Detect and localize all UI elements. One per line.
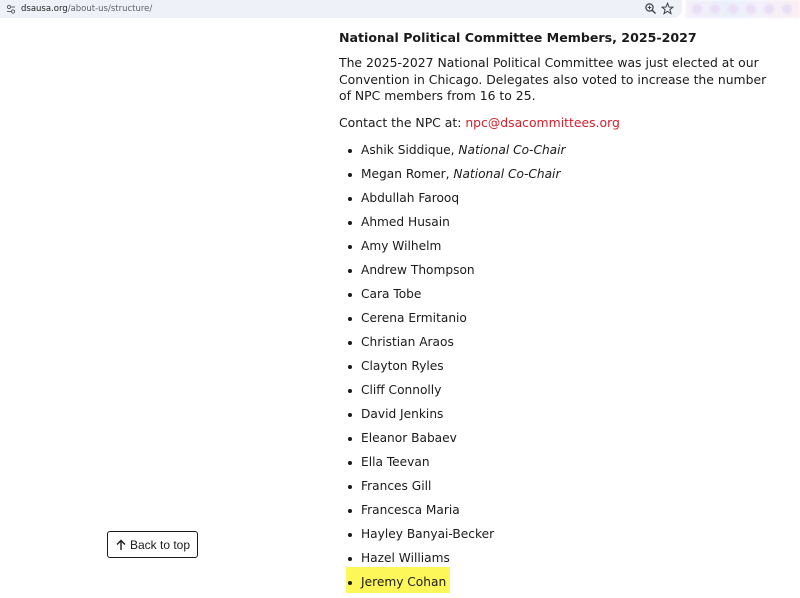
bullet-icon bbox=[348, 581, 352, 585]
bullet-icon bbox=[348, 341, 352, 345]
bullet-icon bbox=[348, 413, 352, 417]
bullet-icon bbox=[348, 317, 352, 321]
member-name-text: Amy Wilhelm bbox=[361, 239, 442, 253]
member-name bbox=[361, 406, 443, 422]
member-name-text: Frances Gill bbox=[361, 479, 432, 493]
member-name-text: Abdullah Farooq bbox=[361, 191, 460, 205]
site-settings-icon[interactable] bbox=[5, 3, 17, 15]
member-item bbox=[339, 430, 639, 454]
member-name-text: Cerena Ermitanio bbox=[361, 311, 467, 325]
bullet-icon bbox=[348, 269, 352, 273]
member-name bbox=[361, 478, 431, 494]
member-name bbox=[361, 238, 441, 254]
member-name-text: Ashik Siddique, bbox=[361, 143, 459, 157]
bullet-icon bbox=[348, 197, 352, 201]
member-name bbox=[361, 166, 560, 182]
extension-icon[interactable] bbox=[728, 4, 738, 14]
member-name bbox=[361, 190, 459, 206]
member-name-text: Hayley Banyai-Becker bbox=[361, 527, 495, 541]
address-bar[interactable] bbox=[0, 0, 682, 18]
member-name-text: Hazel Williams bbox=[361, 551, 450, 565]
member-item bbox=[339, 478, 639, 502]
member-item bbox=[339, 382, 639, 406]
member-name bbox=[361, 502, 460, 518]
bullet-icon bbox=[348, 221, 352, 225]
member-name-text: Clayton Ryles bbox=[361, 359, 444, 373]
member-name-text: Megan Romer, bbox=[361, 167, 454, 181]
bullet-icon bbox=[348, 533, 352, 537]
member-name-text: Cliff Connolly bbox=[361, 383, 442, 397]
member-item bbox=[339, 334, 639, 358]
member-name-text: Cara Tobe bbox=[361, 287, 422, 301]
member-name-text: Ella Teevan bbox=[361, 455, 430, 469]
extension-icon[interactable] bbox=[710, 4, 720, 14]
extension-icon[interactable] bbox=[746, 4, 756, 14]
contact-label: Contact the NPC at: bbox=[339, 115, 466, 130]
member-item bbox=[339, 406, 639, 430]
member-name bbox=[361, 358, 444, 374]
back-to-top-button[interactable] bbox=[107, 531, 198, 558]
member-item bbox=[339, 262, 639, 286]
bullet-icon bbox=[348, 173, 352, 177]
bullet-icon bbox=[348, 245, 352, 249]
member-item bbox=[339, 190, 639, 214]
member-item bbox=[339, 142, 639, 166]
bullet-icon bbox=[348, 557, 352, 561]
member-name-text: Eleanor Babaev bbox=[361, 431, 457, 445]
member-item bbox=[339, 358, 639, 382]
member-item bbox=[339, 526, 639, 550]
member-name-text: David Jenkins bbox=[361, 407, 444, 421]
member-name-text: Andrew Thompson bbox=[361, 263, 475, 277]
member-item bbox=[339, 214, 639, 238]
member-role: National Co-Chair bbox=[453, 167, 561, 181]
contact-email-link[interactable]: npc@dsacommittees.org bbox=[465, 115, 620, 130]
zoom-icon[interactable] bbox=[644, 2, 657, 15]
member-name bbox=[361, 286, 421, 302]
bullet-icon bbox=[348, 485, 352, 489]
member-name-text: Ahmed Husain bbox=[361, 215, 450, 229]
extension-icon[interactable] bbox=[782, 4, 792, 14]
member-name bbox=[361, 214, 450, 230]
member-name bbox=[361, 310, 467, 326]
bullet-icon bbox=[348, 509, 352, 513]
member-name bbox=[361, 334, 454, 350]
contact-line bbox=[339, 115, 620, 131]
bullet-icon bbox=[348, 437, 352, 441]
member-name bbox=[361, 574, 446, 590]
back-to-top-label: Back to top bbox=[129, 537, 191, 552]
member-name bbox=[361, 142, 566, 158]
extension-icon[interactable] bbox=[692, 4, 702, 14]
section-heading: National Political Committee Members, 2025-2027 bbox=[339, 30, 697, 45]
member-role: National Co-Chair bbox=[458, 143, 566, 157]
bullet-icon bbox=[348, 365, 352, 369]
bullet-icon bbox=[348, 149, 352, 153]
member-item bbox=[339, 166, 639, 190]
member-name-text: Jeremy Cohan bbox=[361, 575, 447, 589]
bullet-icon bbox=[348, 389, 352, 393]
bookmark-star-icon[interactable] bbox=[661, 2, 674, 15]
member-name bbox=[361, 550, 450, 566]
url-host: dsausa.org bbox=[21, 4, 68, 14]
bullet-icon bbox=[348, 293, 352, 297]
arrow-up-icon bbox=[115, 539, 127, 551]
member-name bbox=[361, 430, 457, 446]
member-name bbox=[361, 262, 475, 278]
url-text[interactable] bbox=[21, 2, 152, 16]
member-name bbox=[361, 526, 494, 542]
extensions-area bbox=[686, 0, 800, 18]
member-item bbox=[339, 310, 639, 334]
member-name bbox=[361, 382, 441, 398]
member-item bbox=[339, 238, 639, 262]
member-item bbox=[339, 454, 639, 478]
member-item bbox=[339, 286, 639, 310]
member-item bbox=[339, 574, 639, 598]
member-name-text: Christian Araos bbox=[361, 335, 454, 349]
bullet-icon bbox=[348, 461, 352, 465]
member-item bbox=[339, 502, 639, 526]
member-name-text: Francesca Maria bbox=[361, 503, 460, 517]
url-path: /about-us/structure/ bbox=[67, 4, 153, 14]
member-name bbox=[361, 454, 430, 470]
extension-icon[interactable] bbox=[764, 4, 774, 14]
intro-paragraph: The 2025-2027 National Political Committee was just elected at our Convention in Chicago. Delegates also voted to increase the number of NPC members from 16 to 25. bbox=[339, 55, 767, 103]
